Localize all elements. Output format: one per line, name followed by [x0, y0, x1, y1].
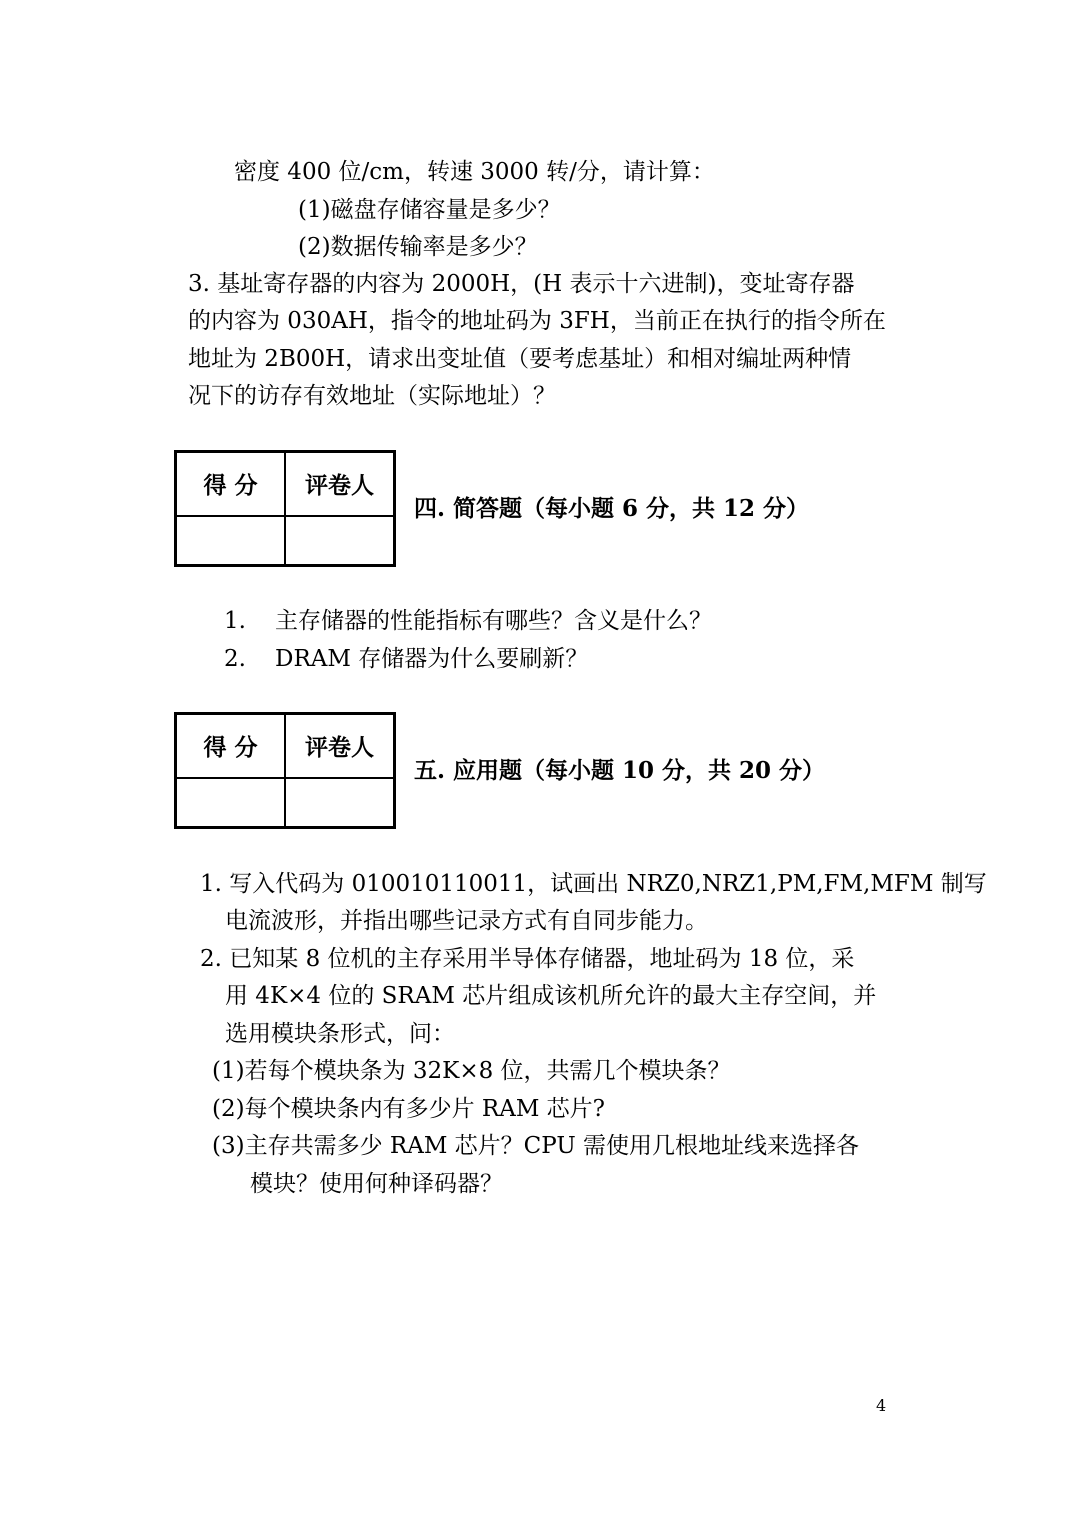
section4-item-1-text: 主存储器的性能指标有哪些？含义是什么？ [275, 608, 712, 634]
problem2-subquestion-1: (1)磁盘存储容量是多少？ [298, 197, 561, 223]
section4-grader-cell[interactable] [285, 516, 395, 566]
page-number: 4 [876, 1396, 887, 1415]
section5-score-label: 得 分 [176, 714, 286, 778]
section5-score-table [174, 712, 396, 829]
section5-q1-line-2: 电流波形，并指出哪些记录方式有自同步能力。 [225, 908, 708, 934]
problem3-line-1: 3. 基址寄存器的内容为 2000H，(H 表示十六进制)，变址寄存器 [188, 271, 855, 297]
section5-q2-subquestion-3-line-1: (3)主存共需多少 RAM 芯片？CPU 需使用几根地址线来选择各 [212, 1133, 860, 1159]
section5-q2-subquestion-3-line-2: 模块？使用何种译码器？ [250, 1171, 503, 1197]
problem3-line-2: 的内容为 030AH，指令的地址码为 3FH，当前正在执行的指令所在 [188, 308, 886, 334]
section5-q2-subquestion-2: (2)每个模块条内有多少片 RAM 芯片? [212, 1096, 606, 1122]
section5-grader-label: 评卷人 [285, 714, 395, 778]
section5-q2-subquestion-1: (1)若每个模块条为 32K×8 位，共需几个模块条？ [212, 1058, 731, 1084]
section4-item-1-number: 1. [224, 608, 246, 634]
section4-item-2-number: 2. [224, 646, 246, 672]
section4-title: 四. 简答题（每小题 6 分，共 12 分） [414, 495, 810, 522]
problem2-line: 密度 400 位/cm，转速 3000 转/分，请计算： [234, 159, 715, 185]
section4-grader-label: 评卷人 [285, 452, 395, 516]
section4-score-cell[interactable] [176, 516, 286, 566]
section5-title: 五. 应用题（每小题 10 分，共 20 分） [414, 757, 826, 784]
problem2-subquestion-2: (2)数据传输率是多少？ [298, 234, 538, 260]
section5-q2-line-3: 选用模块条形式，问： [225, 1021, 455, 1047]
section5-q1-line-1: 1. 写入代码为 010010110011，试画出 NRZ0,NRZ1,PM,FM,MFM 制写 [200, 871, 987, 897]
section4-score-table [174, 450, 396, 567]
section5-q2-line-2: 用 4K×4 位的 SRAM 芯片组成该机所允许的最大主存空间，并 [225, 983, 877, 1009]
section5-grader-cell[interactable] [285, 778, 395, 828]
section5-q2-line-1: 2. 已知某 8 位机的主存采用半导体存储器，地址码为 18 位，采 [200, 946, 855, 972]
section4-item-2-text: DRAM 存储器为什么要刷新？ [275, 646, 589, 672]
problem3-line-4: 况下的访存有效地址（实际地址）？ [188, 383, 556, 409]
section4-score-label: 得 分 [176, 452, 286, 516]
section5-score-cell[interactable] [176, 778, 286, 828]
problem3-line-3: 地址为 2B00H，请求出变址值（要考虑基址）和相对编址两种情 [188, 346, 852, 372]
